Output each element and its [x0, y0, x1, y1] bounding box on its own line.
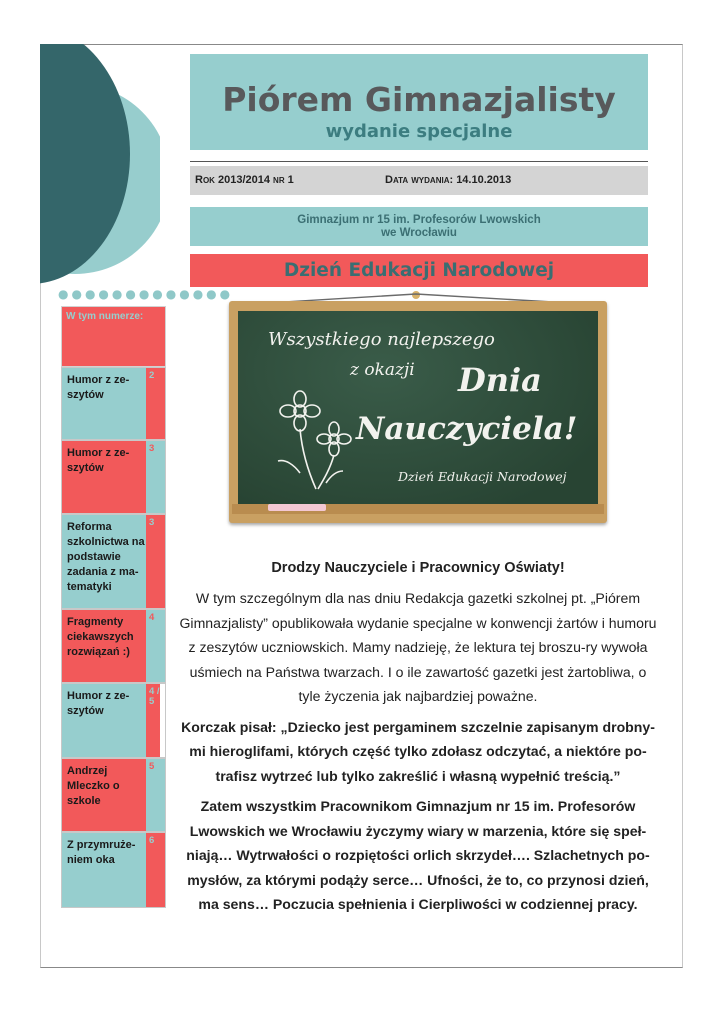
- decorative-circles: [40, 44, 160, 284]
- newspaper-title: Piórem Gimnazjalisty: [222, 80, 616, 119]
- toc-row[interactable]: [61, 440, 166, 514]
- toc-item-label: Andrzej Mleczko o szkole: [62, 759, 146, 831]
- chalk-piece: [268, 504, 326, 511]
- issue-info-bar: [190, 166, 648, 195]
- article-paragraph-1: W tym szczególnym dla nas dniu Redakcja gazetki szkolnej pt. „Piórem Gimnazjalisty” opublikowała wydanie specjalne w konwencji żartów i humoru z zeszytów uczniowskich. Mamy nadzieję, że lektura tej broszu-ry wywoła uśmiech na Państwa twarzach. I o ile zawartość gazetki jest żartobliwa, o tyle życzenia jak najbardziej poważne.: [179, 590, 657, 704]
- chalk-line-1: Wszystkiego najlepszego: [268, 329, 495, 350]
- newspaper-subtitle: wydanie specjalne: [325, 121, 513, 142]
- article-wishes: Zatem wszystkim Pracownikom Gimnazjum nr 15 im. Profesorów Lwowskich we Wrocławiu życzymy wiary w marzenia, które się speł-niają… Wytrwałości o rozpiętości orlich skrzydeł…. Szlachetnych po-mysłów, za którymi podąży serce… Ufności, że to, co przynosi dzień, ma sens… Poczucia spełnienia i Cierpliwości w codziennej pracy.: [186, 798, 650, 912]
- toc-row[interactable]: [61, 832, 166, 908]
- toc-row[interactable]: [61, 683, 166, 758]
- article-heading: Drodzy Nauczyciele i Pracownicy Oświaty!: [271, 560, 565, 576]
- toc-item-page: 4: [146, 610, 165, 682]
- toc-item-label: Humor z ze-szytów: [62, 441, 146, 513]
- toc-row[interactable]: [61, 367, 166, 440]
- chalk-flower-icon: [278, 391, 351, 489]
- toc-item-page: 6: [146, 833, 165, 907]
- toc-item-label: Humor z ze-szytów: [62, 368, 146, 439]
- section-banner: [190, 254, 648, 287]
- dot-divider: ●●●●●●●●●●●●●: [58, 287, 234, 301]
- masthead: [190, 54, 648, 150]
- article-quote: Korczak pisał: „Dziecko jest pergaminem szczelnie zapisanym drobny-mi hieroglifami, których część tylko zdołasz odczytać, a niektóre po-trafisz wytrzeć lub tylko zakreślić i własną wypełnić treścią.”: [181, 718, 655, 784]
- toc-item-page: 3: [146, 515, 165, 608]
- chalk-line-5: Dzień Edukacji Narodowej: [398, 469, 567, 484]
- toc-item-label: Z przymruże-niem oka: [62, 833, 146, 907]
- toc-item-label: Fragmenty ciekawszych rozwiązań :): [62, 610, 146, 682]
- chalk-line-4: Nauczyciela!: [356, 411, 578, 447]
- toc-item-page: 4 / 5: [146, 684, 160, 757]
- chalkboard-image: [226, 291, 613, 527]
- toc-row[interactable]: [61, 758, 166, 832]
- section-banner-title: Dzień Edukacji Narodowej: [283, 260, 555, 281]
- chalk-line-3: Dnia: [458, 361, 542, 399]
- toc-item-page: 5: [146, 759, 165, 831]
- toc-item-label: Humor z ze-szytów: [62, 684, 146, 757]
- school-name-line1: Gimnazjum nr 15 im. Profesorów Lwowskich: [297, 214, 541, 226]
- chalkboard-surface: [238, 311, 598, 511]
- article: [178, 560, 658, 917]
- issue-date: Data wydania: 14.10.2013: [385, 174, 512, 186]
- toc-item-page: 3: [146, 441, 165, 513]
- toc-row[interactable]: [61, 514, 166, 609]
- header-rule: [190, 161, 648, 162]
- issue-year: Rok 2013/2014 nr 1: [195, 174, 294, 186]
- toc-item-label: Reforma szkolnictwa na podstawie zadania z ma-tematyki: [62, 515, 146, 608]
- toc-row[interactable]: [61, 609, 166, 683]
- chalkboard-writing: [238, 311, 598, 511]
- toc-heading: W tym numerze:: [61, 306, 166, 367]
- chalk-line-2: z okazji: [350, 360, 415, 380]
- school-box: [190, 207, 648, 246]
- toc-item-page: 2: [146, 368, 165, 439]
- school-name-line2: we Wrocławiu: [381, 227, 457, 239]
